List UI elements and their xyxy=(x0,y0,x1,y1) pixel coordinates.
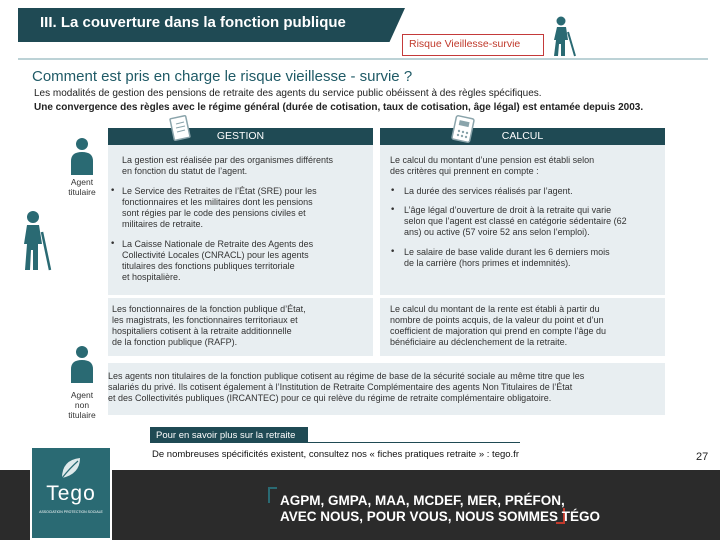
elderly-person-icon xyxy=(18,210,52,272)
agent-titulaire-icon xyxy=(68,137,96,175)
header-divider xyxy=(18,58,708,60)
document-icon xyxy=(168,114,192,144)
bullet: • xyxy=(110,186,116,196)
bullet: • xyxy=(390,247,396,257)
non-titulaire-text: Les agents non titulaires de la fonction publique cotisent au régime de base de la sécurité sociale au même titre que les salariés du privé. Ils cotisent également à l’Institution de Retraite Complémentaire des agents Non Titulaires de l’État et des Collectivités publiques (IRCANTEC) pour ce qui relève du régime de retraite complémentaire obligatoire. xyxy=(108,371,585,403)
gestion-intro: La gestion est réalisée par des organismes différents en fonction du statut de l’agent. xyxy=(122,155,333,176)
more-info-title: Pour en savoir plus sur la retraite xyxy=(156,430,296,441)
calcul-bullet-duree: La durée des services réalisés par l’agent. xyxy=(404,186,573,196)
logo-tagline: ASSOCIATION PROTECTION SOCIALE xyxy=(39,510,103,514)
footer-slogan: AVEC NOUS, POUR VOUS, NOUS SOMMES TÉGO xyxy=(280,509,601,524)
bracket-decoration xyxy=(268,487,277,503)
elderly-person-icon xyxy=(548,16,580,58)
bullet: • xyxy=(390,205,396,215)
page-number: 27 xyxy=(696,451,709,463)
more-info-text: De nombreuses spécificités existent, consultez nos « fiches pratiques retraite » : tego.fr xyxy=(152,449,519,460)
more-info-divider xyxy=(150,442,520,443)
theme-badge-label: Risque Vieillesse-survie xyxy=(409,38,521,50)
agent-titulaire-label: Agent titulaire xyxy=(68,177,96,197)
leaf-icon xyxy=(58,456,84,480)
calcul-header: CALCUL xyxy=(380,128,665,145)
agent-non-titulaire-label: Agent non titulaire xyxy=(68,390,96,420)
gestion-header: GESTION xyxy=(108,128,373,145)
calcul-bullet-salaire: Le salaire de base valide durant les 6 derniers mois de la carrière (hors primes et indemnités). xyxy=(404,247,610,268)
page-title: III. La couverture dans la fonction publique xyxy=(40,14,346,31)
calcul-rafp-text: Le calcul du montant de la rente est établi à partir du nombre de points acquis, de la valeur du point et d’un coefficient de majoration qui prend en compte l’âge du bénéficiaire au déclenchement de la retraite. xyxy=(390,304,606,347)
gestion-bullet-cnracl: La Caisse Nationale de Retraite des Agents des Collectivité Locales (CNRACL) pour les agents titulaires des fonctions publiques territoriale et hospitalière. xyxy=(122,239,314,282)
gestion-bullet-sre: Le Service des Retraites de l’État (SRE) pour les fonctionnaires et les militaires dont les pensions sont régies par le code des pensions civiles et militaires de retraite. xyxy=(122,186,317,229)
gestion-rafp-text: Les fonctionnaires de la fonction publique d’État, les magistrats, les fonctionnaires territoriaux et hospitaliers cotisent à la retraite additionnelle de la fonction publique (RAFP). xyxy=(112,304,306,347)
calcul-bullet-age: L’âge légal d’ouverture de droit à la retraite qui varie selon que l’agent est classé en catégorie sédentaire (62 ans) ou active (57 voire 52 ans selon l’emploi). xyxy=(404,205,627,237)
calculator-icon xyxy=(450,114,476,144)
intro-line-2: Une convergence des règles avec le régime général (durée de cotisation, taux de cotisation, âge légal) est entamée depuis 2003. xyxy=(34,102,644,113)
calcul-intro: Le calcul du montant d’une pension est établi selon des critères qui prennent en compte : xyxy=(390,155,595,176)
agent-non-titulaire-icon xyxy=(68,345,96,383)
bullet: • xyxy=(110,239,116,249)
footer-members: AGPM, GMPA, MAA, MCDEF, MER, PRÉFON, xyxy=(280,493,565,508)
logo-text: Tego xyxy=(46,482,96,505)
intro-line-1: Les modalités de gestion des pensions de retraite des agents du service public obéissent à des règles spécifiques. xyxy=(34,88,542,99)
bullet: • xyxy=(390,186,396,196)
section-subtitle: Comment est pris en charge le risque vieillesse - survie ? xyxy=(32,68,413,85)
